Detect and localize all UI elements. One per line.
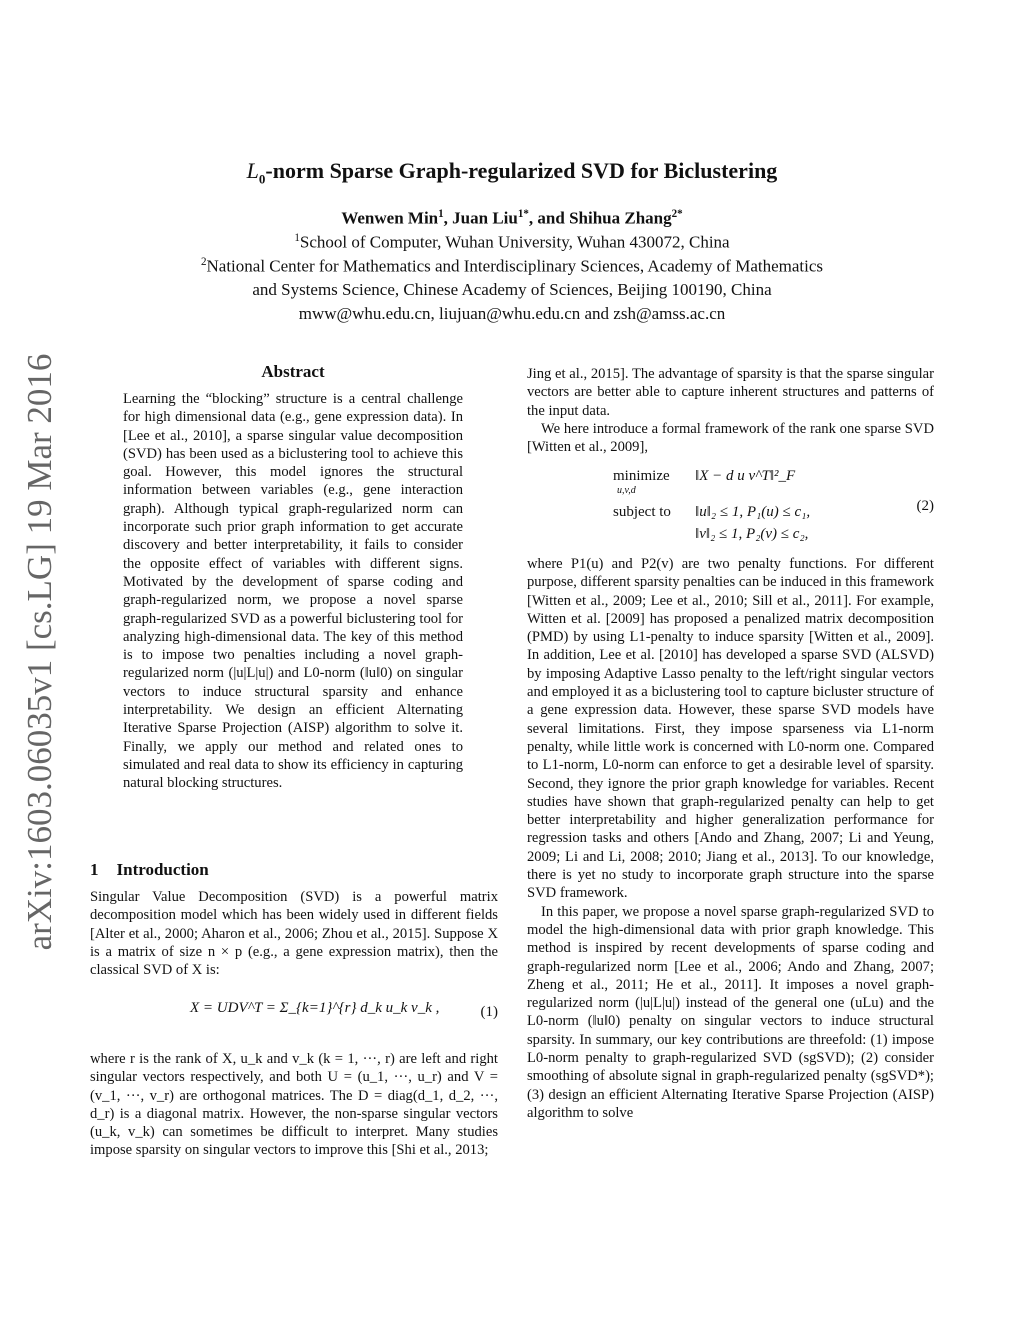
eq-constraint-2: ‖v‖₂ ≤ 1, P₂(v) ≤ c₂, <box>695 526 809 542</box>
section-heading <box>90 860 209 880</box>
abstract-body <box>123 390 463 793</box>
author-sup: 2* <box>671 208 683 220</box>
equation-1 <box>90 992 498 1040</box>
paragraph-text: In this paper, we propose a novel sparse graph-regularized SVD to model the high-dimensional data with prior graph knowledge. This method is inspired by recent developments of sparse coding and graph-regularized norm [Lee et al., 2006; Ando and Zhang, 2007; Zheng et al., 2011; He et al., 2011]. It imposes a novel graph-regularized norm (|u|L|u|) instead of the general one (uLu) and the L0-norm (‖u‖0) penalty on singular vectors to induce structural sparsity. In summary, our key contributions are threefold: (1) impose L0-norm penalty to graph-regularized SVD (sgSVD); (2) consider smoothing of absolute signal in graph-regularized penalty (sgSVD*); (3) design an efficient Alternating Iterative Sparse Projection (AISP) algorithm to solve <box>527 903 934 1121</box>
right-column-body <box>527 555 934 1122</box>
abstract-text: Learning the “blocking” structure is a central challenge for high dimensional data (e.g., gene expression data). In [Lee et al., 2010], a sparse singular value decomposition (SVD) has been used as a biclustering tool to achieve this goal. However, this model ignores the structural information between variables (e.g., gene interaction graph). Although typical graph-regularized norm can incorporate such prior graph information to get accurate discovery and better interpretability, it fails to consider the opposite effect of variables with different signs. Motivated by the development of sparse coding and graph-regularized norm, we propose a novel sparse graph-regularized SVD as a powerful biclustering tool for analyzing high-dimensional data. The key of this method is to impose two penalties including a novel graph-regularized norm (|u|L|u|) and L0-norm (‖u‖0) on singular vectors to induce structural sparsity and enhance interpretability. We design an efficient Alternating Iterative Sparse Projection (AISP) algorithm to solve it. Finally, we apply our method and related ones to simulated and real data to show its efficiency in capturing natural blocking structures. <box>123 391 463 792</box>
affiliation-1 <box>0 232 1024 253</box>
author-sup: 1 <box>438 208 444 220</box>
author-sup: 1* <box>517 208 529 220</box>
eq-objective: ‖X − d u v^T‖²_F <box>695 468 796 484</box>
author-name: Juan Liu <box>452 208 518 228</box>
equation-number: (2) <box>916 498 934 514</box>
arxiv-stamp: arXiv:1603.06035v1 [cs.LG] 19 Mar 2016 <box>20 353 59 951</box>
paragraph-text: Jing et al., 2015]. The advantage of sparsity is that the sparse singular vectors are better able to capture inherent structures and patterns of the input data. <box>527 366 934 419</box>
title-text: -norm Sparse Graph-regularized SVD for Biclustering <box>265 158 778 183</box>
intro-paragraph-2 <box>90 1050 498 1160</box>
paragraph-text: where P1(u) and P2(v) are two penalty functions. For different purpose, different sparsity penalties can be induced in this framework [Witten et al., 2009; Lee et al., 2010; Sill et al., 2011]. For example, Witten et al. [2009] has proposed a penalized matrix decomposition (PMD) by using L1-penalty to induce sparsity [Witten et al., 2009]. In addition, Lee et al. [2010] has developed a sparse SVD (ALSVD) by imposing Adaptive Lasso penalty to the left/right singular vectors and employed it as a biclustering tool to capture bicluster structure of a gene expression data. However, these sparse SVD models have several limitations. First, they impose sparseness via L1-norm penalty, while little work is concerned with L0-norm one. Compared to L1-norm, L0-norm can enforce to get a desirable level of sparsity. Second, they ignore the prior graph knowledge for variables. Recent studies have shown that graph-regularized penalty can help to get better interpretability and higher generalization performance for regression tasks and others [Ando and Zhang, 2007; Li and Yeung, 2009; Li and Li, 2008; 2010; Jiang et al., 2013]. To our knowledge, there is yet no study to incorporate graph structure into the sparse SVD framework. <box>527 556 934 902</box>
paragraph-text: where r is the rank of X, u_k and v_k (k = 1, ···, r) are left and right singular vectors respectively, and both U = (u_1, ···, u_r) and V = (v_1, ···, v_r) are orthogonal matrices. The D = diag(d_1, d_2, ···, d_r) is a diagonal matrix. However, the non-sparse singular vectors (u_k, v_k) can sometimes be difficult to interpret. Many studies impose sparsity on singular vectors to improve this [Shi et al., 2013; <box>90 1051 498 1159</box>
paragraph-text: We here introduce a formal framework of the rank one sparse SVD [Witten et al., 2009], <box>527 420 934 456</box>
intro-paragraph-1 <box>90 888 498 979</box>
eq-constraint-1: ‖u‖₂ ≤ 1, P₁(u) ≤ c₁, <box>695 504 811 520</box>
right-column-top <box>527 365 934 456</box>
paragraph-text: Singular Value Decomposition (SVD) is a powerful matrix decomposition model which has been widely used in different fields [Alter et al., 2000; Aharon et al., 2006; Zhou et al., 2015]. Suppose X is a matrix of size n × p (e.g., a gene expression matrix), then the classical SVD of X is: <box>90 889 498 979</box>
equation-body: X = UDV^T = Σ_{k=1}^{r} d_k u_k v_k , <box>190 1000 440 1016</box>
equation-2 <box>527 466 934 554</box>
affiliation-sup: 1 <box>294 232 300 244</box>
abstract-heading: Abstract <box>261 362 325 381</box>
affiliation-sup: 2 <box>200 256 207 268</box>
author-list: Wenwen Min$^1$, Juan Liu$^{1*}$, and Shihua Zhang$^{2*}$ <box>341 208 683 228</box>
author-name: and Shihua Zhang <box>537 208 672 228</box>
paper-title <box>0 158 1024 187</box>
author-name: Wenwen Min <box>341 208 439 228</box>
title-prefix: L <box>246 158 259 183</box>
equation-number: (1) <box>480 1004 498 1020</box>
affiliation-2-line1 <box>0 256 1024 277</box>
section-number: 1 <box>90 860 99 879</box>
author-emails: mww@whu.edu.cn, liujuan@whu.edu.cn and zsh@amss.ac.cn <box>298 304 726 323</box>
affiliation-text: School of Computer, Wuhan University, Wuhan 430072, China <box>299 232 730 252</box>
section-title: Introduction <box>116 860 209 879</box>
eq-subject-to-label: subject to <box>613 504 671 520</box>
affiliation-2-line2: and Systems Science, Chinese Academy of Sciences, Beijing 100190, China <box>252 280 772 299</box>
eq-minimize-sub: u,v,d <box>617 485 636 496</box>
affiliation-text: National Center for Mathematics and Interdisciplinary Sciences, Academy of Mathematics <box>206 256 824 276</box>
eq-minimize-label: minimize <box>613 468 670 484</box>
title-sub: 0 <box>258 171 266 187</box>
